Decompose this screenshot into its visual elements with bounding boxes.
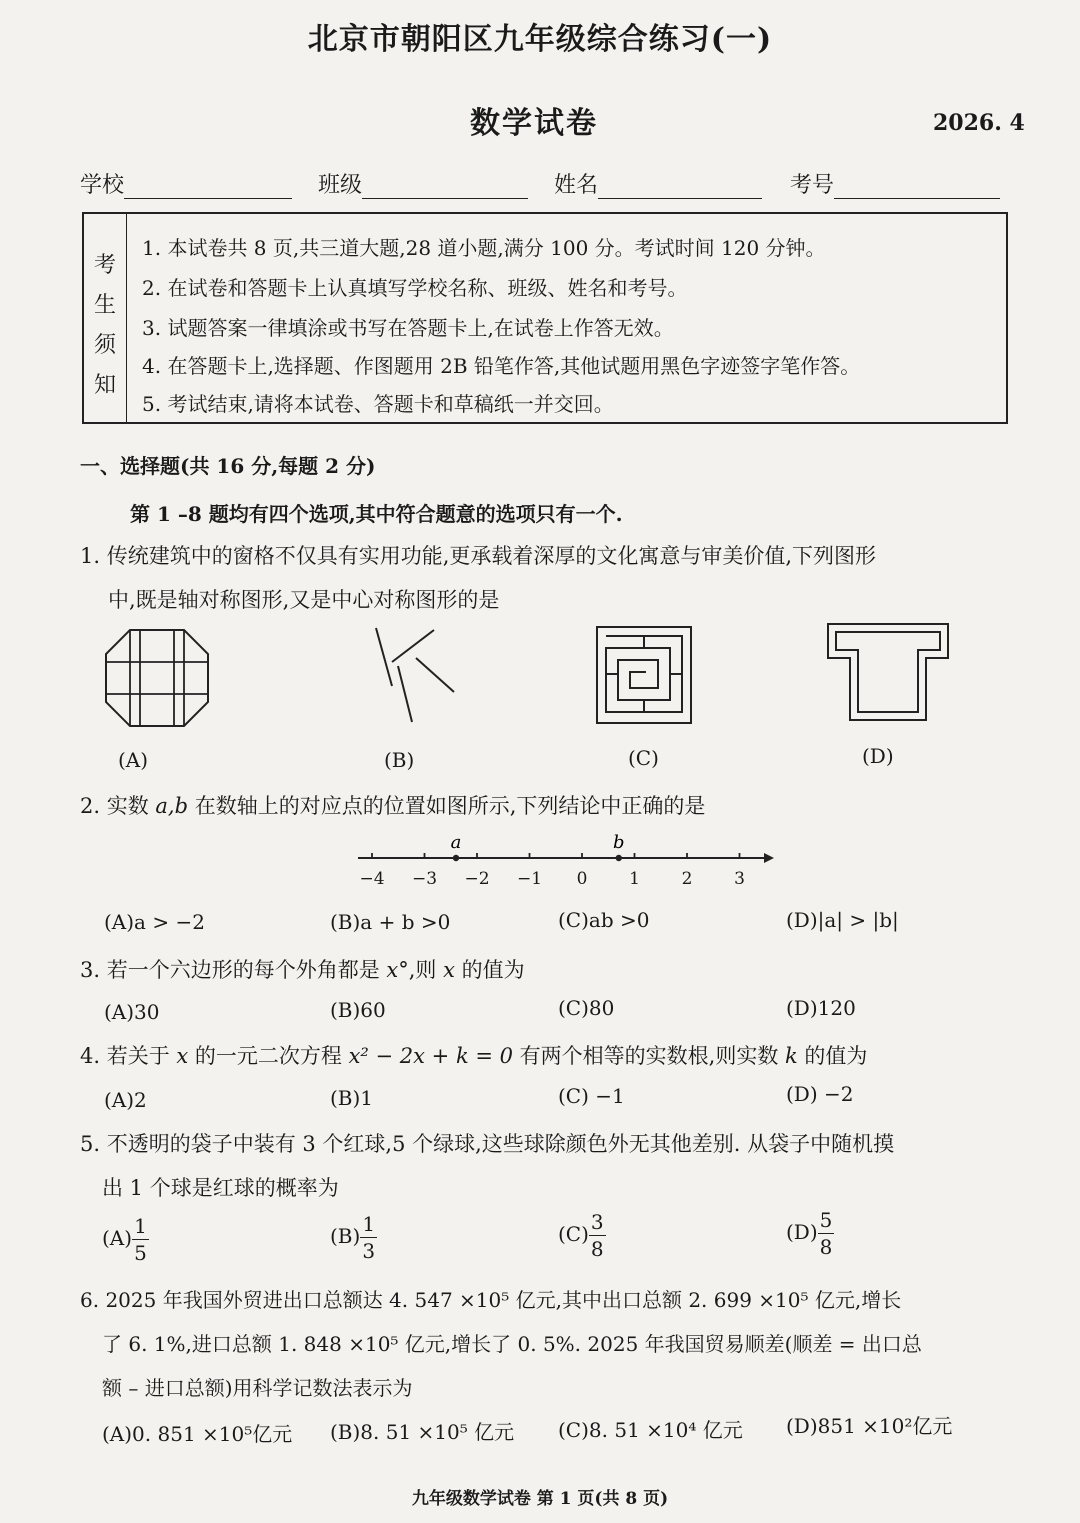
number-line-arrow [764, 853, 774, 863]
name-blank[interactable] [598, 174, 762, 199]
q4-stem [80, 1040, 867, 1070]
q5-stem-line1: 5. 不透明的袋子中装有 3 个红球,5 个绿球,这些球除颜色外无其他差别. 从袋子中随机摸 [80, 1132, 895, 1156]
q2-option-d[interactable]: (D)|a| > |b| [786, 908, 899, 932]
q6-option-a[interactable]: (A)0. 851 ×10⁵亿元 [102, 1422, 293, 1446]
section-instruction: 第 1 –8 题均有四个选项,其中符合题意的选项只有一个. [130, 502, 623, 526]
school-blank[interactable] [124, 174, 292, 199]
q2-option-b[interactable]: (B)a + b >0 [330, 910, 451, 934]
q1-stem-line2: 中,既是轴对称图形,又是中心对称图形的是 [108, 588, 500, 612]
q1-option-a-label[interactable]: (A) [118, 748, 149, 772]
q5-fraction [818, 1210, 835, 1257]
q2-stem-part: 在数轴上的对应点的位置如图所示,下列结论中正确的是 [188, 794, 706, 818]
q6-stem-line2: 了 6. 1%,进口总额 1. 848 ×10⁵ 亿元,增长了 0. 5%. 2025 年我国贸易顺差(顺差 = 出口总 [102, 1332, 922, 1356]
q1-figure-b [362, 622, 462, 726]
exam-number-field[interactable] [790, 168, 1000, 199]
q6-stem-line1: 6. 2025 年我国外贸进出口总额达 4. 547 ×10⁵ 亿元,其中出口总额 2. 699 ×10⁵ 亿元,增长 [80, 1288, 902, 1312]
exam-date: 2026. 4 [933, 110, 1025, 136]
number-line-tick-label: 2 [681, 869, 693, 889]
class-field[interactable] [318, 168, 528, 199]
fraction-denominator: 5 [134, 1241, 147, 1265]
notice-item: 3. 试题答案一律填涂或书写在答题卡上,在试卷上作答无效。 [142, 316, 674, 340]
q1-option-d-label[interactable]: (D) [862, 744, 894, 768]
number-line-tick-label: 1 [629, 869, 640, 889]
q6-option-c[interactable]: (C)8. 51 ×10⁴ 亿元 [558, 1418, 743, 1442]
number-line-tick-label: −4 [359, 869, 385, 889]
number-line-tick-label: −1 [516, 869, 543, 889]
number-line-tick-label: 3 [734, 869, 745, 889]
exam-title: 北京市朝阳区九年级综合练习(一) [307, 22, 773, 57]
notice-item: 4. 在答题卡上,选择题、作图题用 2B 铅笔作答,其他试题用黑色字迹签字笔作答。 [142, 354, 861, 378]
notice-item: 5. 考试结束,请将本试卷、答题卡和草稿纸一并交回。 [142, 392, 614, 416]
q5-option-b[interactable] [330, 1214, 377, 1261]
q3-stem-part: °,则 [398, 958, 444, 982]
q4-equation: x² − 2x + k = 0 [348, 1044, 513, 1068]
number-line-tick-label: −3 [411, 869, 438, 889]
q5-option-label: (A) [102, 1226, 133, 1250]
q1-figure-c [596, 626, 692, 724]
q3-var: x [386, 958, 399, 982]
q4-stem-part: 4. 若关于 [80, 1044, 177, 1068]
q5-option-label: (C) [558, 1222, 589, 1246]
subject-title: 数学试卷 [470, 106, 598, 141]
school-field[interactable] [80, 168, 292, 199]
q4-stem-part: 的值为 [797, 1044, 868, 1068]
notice-item: 1. 本试卷共 8 页,共三道大题,28 道小题,满分 100 分。考试时间 120 分钟。 [142, 236, 826, 260]
q5-option-label: (D) [786, 1220, 818, 1244]
q4-var-k: k [785, 1044, 798, 1068]
point-b-label: b [612, 832, 625, 853]
notice-box [82, 212, 1008, 424]
q5-option-d[interactable] [786, 1210, 834, 1257]
section-heading: 一、选择题(共 16 分,每题 2 分) [80, 454, 376, 478]
q6-option-b[interactable]: (B)8. 51 ×10⁵ 亿元 [330, 1420, 515, 1444]
q2-number-line [356, 830, 776, 890]
q5-stem-line2: 出 1 个球是红球的概率为 [102, 1176, 339, 1200]
q1-stem-line1: 1. 传统建筑中的窗格不仅具有实用功能,更承载着深厚的文化寓意与审美价值,下列图形 [80, 544, 877, 568]
q2-stem-vars: a,b [155, 794, 189, 818]
fraction-denominator: 3 [362, 1239, 376, 1263]
q4-option-b[interactable]: (B)1 [330, 1086, 374, 1110]
class-blank[interactable] [362, 174, 528, 199]
notice-label-char: 生 [93, 293, 116, 318]
point-a-label: a [450, 832, 462, 853]
number-line-tick-label: 0 [576, 869, 588, 889]
fraction-denominator: 8 [819, 1235, 833, 1259]
school-label: 学校 [80, 173, 125, 198]
q4-stem-part: 有两个相等的实数根,则实数 [512, 1044, 786, 1068]
fraction-denominator: 8 [590, 1237, 604, 1261]
q2-option-a[interactable]: (A)a > −2 [104, 910, 205, 934]
fraction-numerator: 3 [590, 1210, 604, 1234]
q3-option-c[interactable]: (C)80 [558, 996, 615, 1020]
q1-option-b-label[interactable]: (B) [384, 748, 415, 772]
q3-var: x [443, 958, 455, 982]
q4-var-x: x [176, 1044, 189, 1068]
q5-option-c[interactable] [558, 1212, 606, 1259]
point-b-marker [616, 855, 622, 861]
q1-figure-a [104, 628, 210, 728]
q3-option-b[interactable]: (B)60 [330, 998, 386, 1022]
q6-option-d[interactable]: (D)851 ×10²亿元 [786, 1414, 953, 1438]
notice-label-char: 知 [93, 373, 116, 398]
q1-option-c-label[interactable]: (C) [628, 746, 659, 770]
q1-figure-d [826, 622, 950, 722]
q4-option-a[interactable]: (A)2 [104, 1088, 147, 1112]
q4-option-d[interactable]: (D) −2 [786, 1082, 854, 1106]
q4-option-c[interactable]: (C) −1 [558, 1084, 625, 1108]
fraction-numerator: 1 [134, 1214, 147, 1238]
q2-option-c[interactable]: (C)ab >0 [558, 908, 650, 932]
exam-number-label: 考号 [790, 173, 835, 198]
page-footer: 九年级数学试卷 第 1 页(共 8 页) [411, 1489, 669, 1509]
notice-item: 2. 在试卷和答题卡上认真填写学校名称、班级、姓名和考号。 [142, 276, 688, 300]
q3-option-a[interactable]: (A)30 [104, 1000, 160, 1024]
notice-label-char: 考 [93, 253, 116, 278]
number-line-tick-label: −2 [464, 869, 490, 889]
point-a-marker [453, 855, 459, 861]
q3-option-d[interactable]: (D)120 [786, 996, 856, 1020]
fraction-numerator: 1 [362, 1212, 376, 1236]
fraction-numerator: 5 [819, 1208, 833, 1232]
q3-stem-part: 的值为 [454, 958, 525, 982]
q5-option-a[interactable] [102, 1216, 149, 1263]
q3-stem-part: 3. 若一个六边形的每个外角都是 [80, 958, 387, 982]
q5-fraction [360, 1214, 377, 1261]
notice-label-char: 须 [93, 333, 116, 358]
class-label: 班级 [318, 173, 363, 198]
name-field[interactable] [554, 168, 762, 199]
q5-fraction [589, 1212, 606, 1259]
name-label: 姓名 [554, 173, 599, 198]
q2-stem [80, 790, 705, 820]
q3-stem [80, 954, 525, 984]
q6-stem-line3: 额 – 进口总额)用科学记数法表示为 [102, 1376, 413, 1400]
exam-number-blank[interactable] [834, 174, 1000, 199]
notice-label-column [84, 214, 127, 422]
q5-fraction [132, 1216, 149, 1263]
q5-option-label: (B) [330, 1224, 361, 1248]
q4-stem-part: 的一元二次方程 [188, 1044, 349, 1068]
q2-stem-part: 2. 实数 [80, 794, 156, 818]
